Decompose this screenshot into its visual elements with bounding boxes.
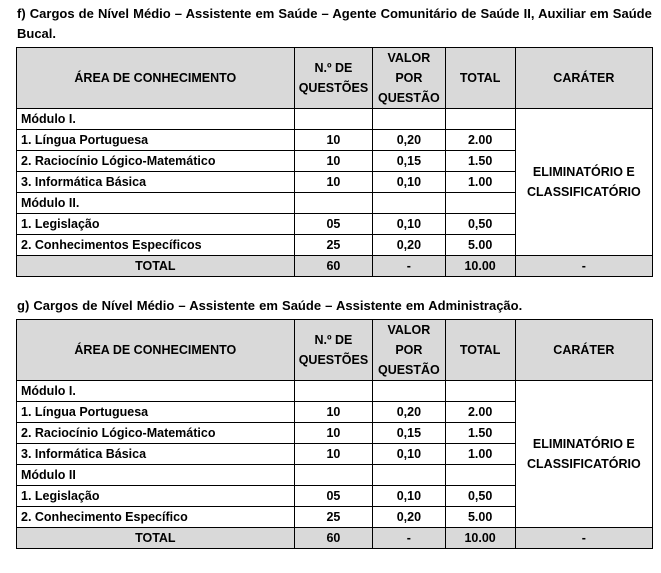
total-cell: 5.00 xyxy=(445,507,515,528)
empty-cell xyxy=(445,381,515,402)
module-label: Módulo II. xyxy=(17,193,295,214)
exam-table xyxy=(16,319,653,549)
empty-cell xyxy=(373,109,445,130)
header-valor: VALOR POR QUESTÃO xyxy=(373,48,445,109)
valor-cell: 0,10 xyxy=(373,444,445,465)
carater-cell: ELIMINATÓRIO E CLASSIFICATÓRIO xyxy=(515,109,652,256)
questoes-cell: 05 xyxy=(294,214,373,235)
total-row xyxy=(17,528,653,549)
subject-cell: 2. Raciocínio Lógico-Matemático xyxy=(17,423,295,444)
questoes-cell: 25 xyxy=(294,507,373,528)
section-f xyxy=(16,4,654,277)
total-total: 10.00 xyxy=(445,528,515,549)
module-label: Módulo I. xyxy=(17,109,295,130)
module-label: Módulo II xyxy=(17,465,295,486)
subject-cell: 1. Língua Portuguesa xyxy=(17,130,295,151)
total-valor: - xyxy=(373,528,445,549)
total-cell: 2.00 xyxy=(445,130,515,151)
total-label: TOTAL xyxy=(17,256,295,277)
empty-cell xyxy=(445,465,515,486)
total-carater: - xyxy=(515,528,652,549)
total-total: 10.00 xyxy=(445,256,515,277)
subject-cell: 1. Legislação xyxy=(17,214,295,235)
questoes-cell: 10 xyxy=(294,130,373,151)
questoes-cell: 10 xyxy=(294,423,373,444)
valor-cell: 0,10 xyxy=(373,172,445,193)
subject-cell: 2. Conhecimentos Específicos xyxy=(17,235,295,256)
valor-cell: 0,20 xyxy=(373,235,445,256)
total-cell: 1.00 xyxy=(445,444,515,465)
header-area: ÁREA DE CONHECIMENTO xyxy=(17,320,295,381)
subject-cell: 2. Raciocínio Lógico-Matemático xyxy=(17,151,295,172)
section-g xyxy=(16,296,654,549)
total-cell: 1.50 xyxy=(445,151,515,172)
header-questoes: N.º DE QUESTÕES xyxy=(294,48,373,109)
empty-cell xyxy=(373,465,445,486)
valor-cell: 0,20 xyxy=(373,402,445,423)
subject-cell: 3. Informática Básica xyxy=(17,444,295,465)
header-carater: CARÁTER xyxy=(515,48,652,109)
empty-cell xyxy=(294,109,373,130)
total-cell: 0,50 xyxy=(445,486,515,507)
total-cell: 0,50 xyxy=(445,214,515,235)
total-questoes: 60 xyxy=(294,256,373,277)
valor-cell: 0,20 xyxy=(373,130,445,151)
total-cell: 2.00 xyxy=(445,402,515,423)
subject-cell: 1. Legislação xyxy=(17,486,295,507)
valor-cell: 0,15 xyxy=(373,423,445,444)
header-total: TOTAL xyxy=(445,320,515,381)
header-carater: CARÁTER xyxy=(515,320,652,381)
module-row xyxy=(17,381,653,402)
total-cell: 5.00 xyxy=(445,235,515,256)
empty-cell xyxy=(294,381,373,402)
header-questoes: N.º DE QUESTÕES xyxy=(294,320,373,381)
empty-cell xyxy=(445,193,515,214)
header-valor: VALOR POR QUESTÃO xyxy=(373,320,445,381)
exam-table xyxy=(16,47,653,277)
section-title: f) Cargos de Nível Médio – Assistente em Saúde – Agente Comunitário de Saúde II, Auxiliar em Saúde Bucal. xyxy=(17,6,652,41)
header-area: ÁREA DE CONHECIMENTO xyxy=(17,48,295,109)
total-row xyxy=(17,256,653,277)
table-header-row xyxy=(17,320,653,381)
questoes-cell: 10 xyxy=(294,402,373,423)
valor-cell: 0,10 xyxy=(373,214,445,235)
module-label: Módulo I. xyxy=(17,381,295,402)
total-valor: - xyxy=(373,256,445,277)
total-label: TOTAL xyxy=(17,528,295,549)
questoes-cell: 05 xyxy=(294,486,373,507)
empty-cell xyxy=(373,193,445,214)
questoes-cell: 25 xyxy=(294,235,373,256)
section-title: g) Cargos de Nível Médio – Assistente em Saúde – Assistente em Administração. xyxy=(17,298,523,313)
carater-cell: ELIMINATÓRIO E CLASSIFICATÓRIO xyxy=(515,381,652,528)
valor-cell: 0,15 xyxy=(373,151,445,172)
module-row xyxy=(17,109,653,130)
questoes-cell: 10 xyxy=(294,444,373,465)
subject-cell: 2. Conhecimento Específico xyxy=(17,507,295,528)
valor-cell: 0,20 xyxy=(373,507,445,528)
total-questoes: 60 xyxy=(294,528,373,549)
empty-cell xyxy=(294,193,373,214)
empty-cell xyxy=(294,465,373,486)
header-total: TOTAL xyxy=(445,48,515,109)
questoes-cell: 10 xyxy=(294,172,373,193)
subject-cell: 3. Informática Básica xyxy=(17,172,295,193)
empty-cell xyxy=(445,109,515,130)
table-header-row xyxy=(17,48,653,109)
questoes-cell: 10 xyxy=(294,151,373,172)
total-carater: - xyxy=(515,256,652,277)
total-cell: 1.00 xyxy=(445,172,515,193)
subject-cell: 1. Língua Portuguesa xyxy=(17,402,295,423)
empty-cell xyxy=(373,381,445,402)
total-cell: 1.50 xyxy=(445,423,515,444)
valor-cell: 0,10 xyxy=(373,486,445,507)
